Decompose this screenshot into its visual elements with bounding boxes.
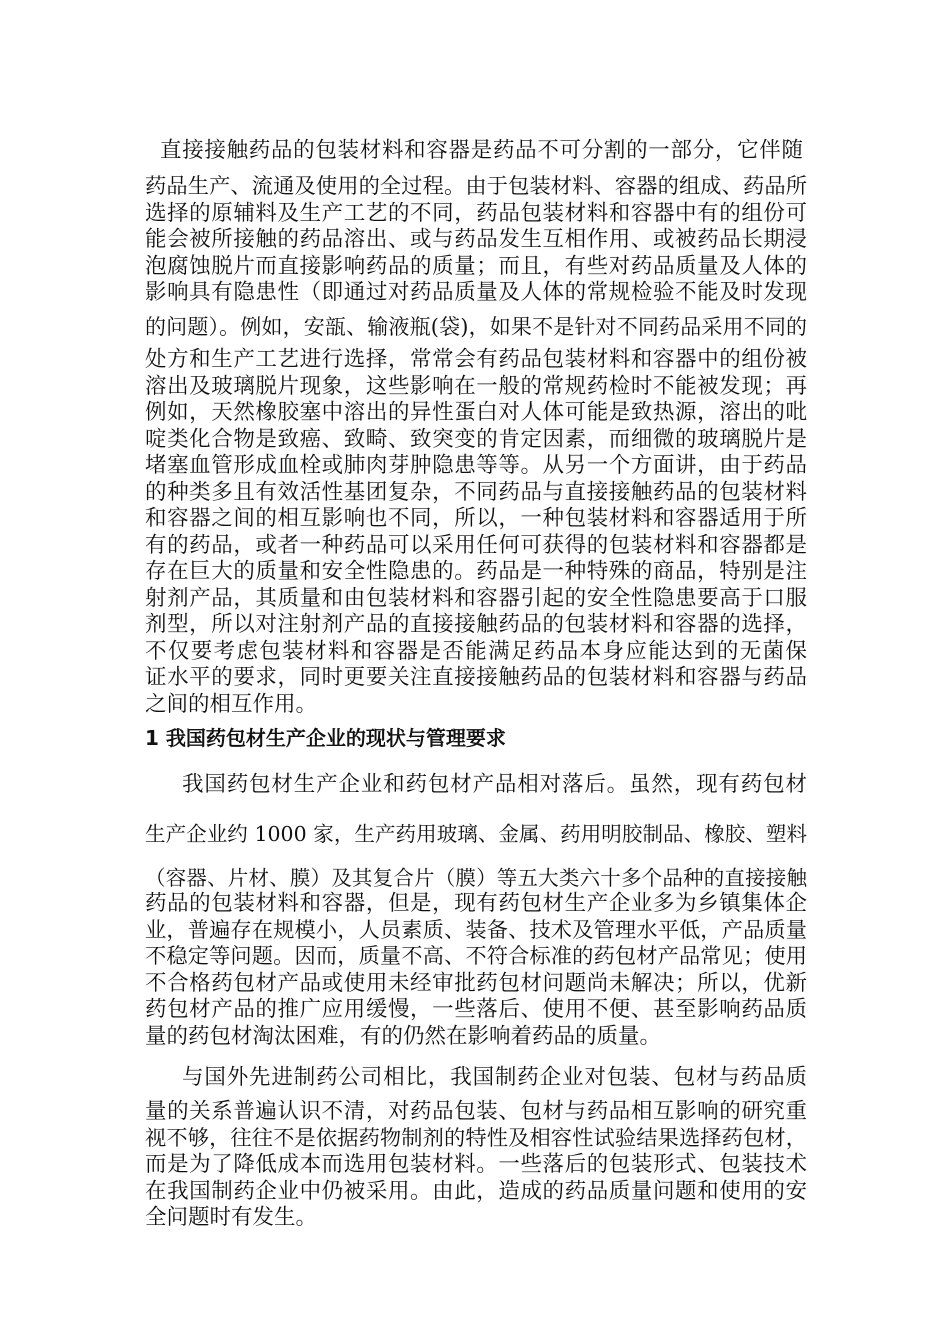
paragraph-line: 的种类多且有效活性基团复杂，不同药品与直接接触药品的包装材料	[145, 480, 807, 505]
section-heading: 1 我国药包材生产企业的现状与管理要求	[145, 726, 506, 750]
paragraph-line: 药品的包装材料和容器，但是，现有药包材生产企业多为乡镇集体企	[145, 891, 807, 916]
paragraph-line: 影响具有隐患性（即通过对药品质量及人体的常规检验不能及时发现	[145, 280, 807, 305]
paragraph-line: 量的关系普遍认识不清，对药品包装、包材与药品相互影响的研究重	[145, 1099, 807, 1124]
paragraph-line: 药包材产品的推广应用缓慢，一些落后、使用不便、甚至影响药品质	[145, 997, 807, 1022]
paragraph-line: 全问题时有发生。	[145, 1205, 318, 1230]
paragraph-line: 不仅要考虑包装材料和容器是否能满足药品本身应能达到的无菌保	[145, 639, 807, 664]
paragraph-line: 直接接触药品的包装材料和容器是药品不可分割的一部分，它伴随	[160, 138, 803, 163]
paragraph-line: 业，普遍存在规模小，人员素质、装备、技术及管理水平低，产品质量	[145, 918, 807, 943]
paragraph-line: 啶类化合物是致癌、致畸、致突变的肯定因素，而细微的玻璃脱片是	[145, 427, 807, 452]
paragraph-line: 的问题）。例如，安瓿、输液瓶(袋)，如果不是针对不同药品采用不同的	[145, 315, 807, 339]
paragraph-line: 有的药品，或者一种药品可以采用任何可获得的包装材料和容器都是	[145, 533, 807, 558]
paragraph-line: 溶出及玻璃脱片现象，这些影响在一般的常规药检时不能被发现；再	[145, 374, 807, 399]
paragraph-line: 不合格药包材产品或使用未经审批药包材问题尚未解决；所以，优新	[145, 971, 807, 996]
paragraph-line: 证水平的要求，同时更要关注直接接触药品的包装材料和容器与药品	[145, 665, 807, 690]
paragraph-line: 选择的原辅料及生产工艺的不同，药品包装材料和容器中有的组份可	[145, 201, 807, 226]
paragraph-line: 能会被所接触的药品溶出、或与药品发生互相作用、或被药品长期浸	[145, 227, 807, 252]
paragraph-line: 药品生产、流通及使用的全过程。由于包装材料、容器的组成、药品所	[145, 174, 807, 199]
paragraph-line: 泡腐蚀脱片而直接影响药品的质量；而且，有些对药品质量及人体的	[145, 254, 807, 279]
paragraph-line: 剂型，所以对注射剂产品的直接接触药品的包装材料和容器的选择，	[145, 612, 807, 637]
paragraph-line: 而是为了降低成本而选用包装材料。一些落后的包装形式、包装技术	[145, 1152, 807, 1177]
paragraph-line: （容器、片材、膜）及其复合片（膜）等五大类六十多个品种的直接接触	[145, 866, 807, 890]
paragraph-line: 生产企业约 1000 家，生产药用玻璃、金属、药用明胶制品、橡胶、塑料	[145, 822, 807, 846]
paragraph-line: 和容器之间的相互影响也不同，所以，一种包装材料和容器适用于所	[145, 506, 807, 531]
paragraph-line: 在我国制药企业中仍被采用。由此，造成的药品质量问题和使用的安	[145, 1179, 807, 1204]
paragraph-line: 视不够，往往不是依据药物制剂的特性及相容性试验结果选择药包材，	[145, 1126, 807, 1151]
paragraph-line: 堵塞血管形成血栓或肺肉芽肿隐患等等。从另一个方面讲，由于药品	[145, 453, 807, 478]
paragraph-line: 与国外先进制药公司相比，我国制药企业对包装、包材与药品质	[182, 1065, 807, 1090]
paragraph-line: 射剂产品，其质量和由包装材料和容器引起的安全性隐患要高于口服	[145, 586, 807, 611]
paragraph-line: 不稳定等问题。因而，质量不高、不符合标准的药包材产品常见；使用	[145, 944, 807, 969]
paragraph-line: 我国药包材生产企业和药包材产品相对落后。虽然，现有药包材	[182, 772, 807, 797]
paragraph-line: 量的药包材淘汰困难，有的仍然在影响着药品的质量。	[145, 1024, 662, 1049]
paragraph-line: 处方和生产工艺进行选择，常常会有药品包装材料和容器中的组份被	[145, 347, 807, 372]
paragraph-line: 例如，天然橡胶塞中溶出的异性蛋白对人体可能是致热源，溶出的吡	[145, 400, 807, 425]
paragraph-line: 之间的相互作用。	[145, 692, 318, 717]
paragraph-line: 存在巨大的质量和安全性隐患的。药品是一种特殊的商品，特别是注	[145, 559, 807, 584]
